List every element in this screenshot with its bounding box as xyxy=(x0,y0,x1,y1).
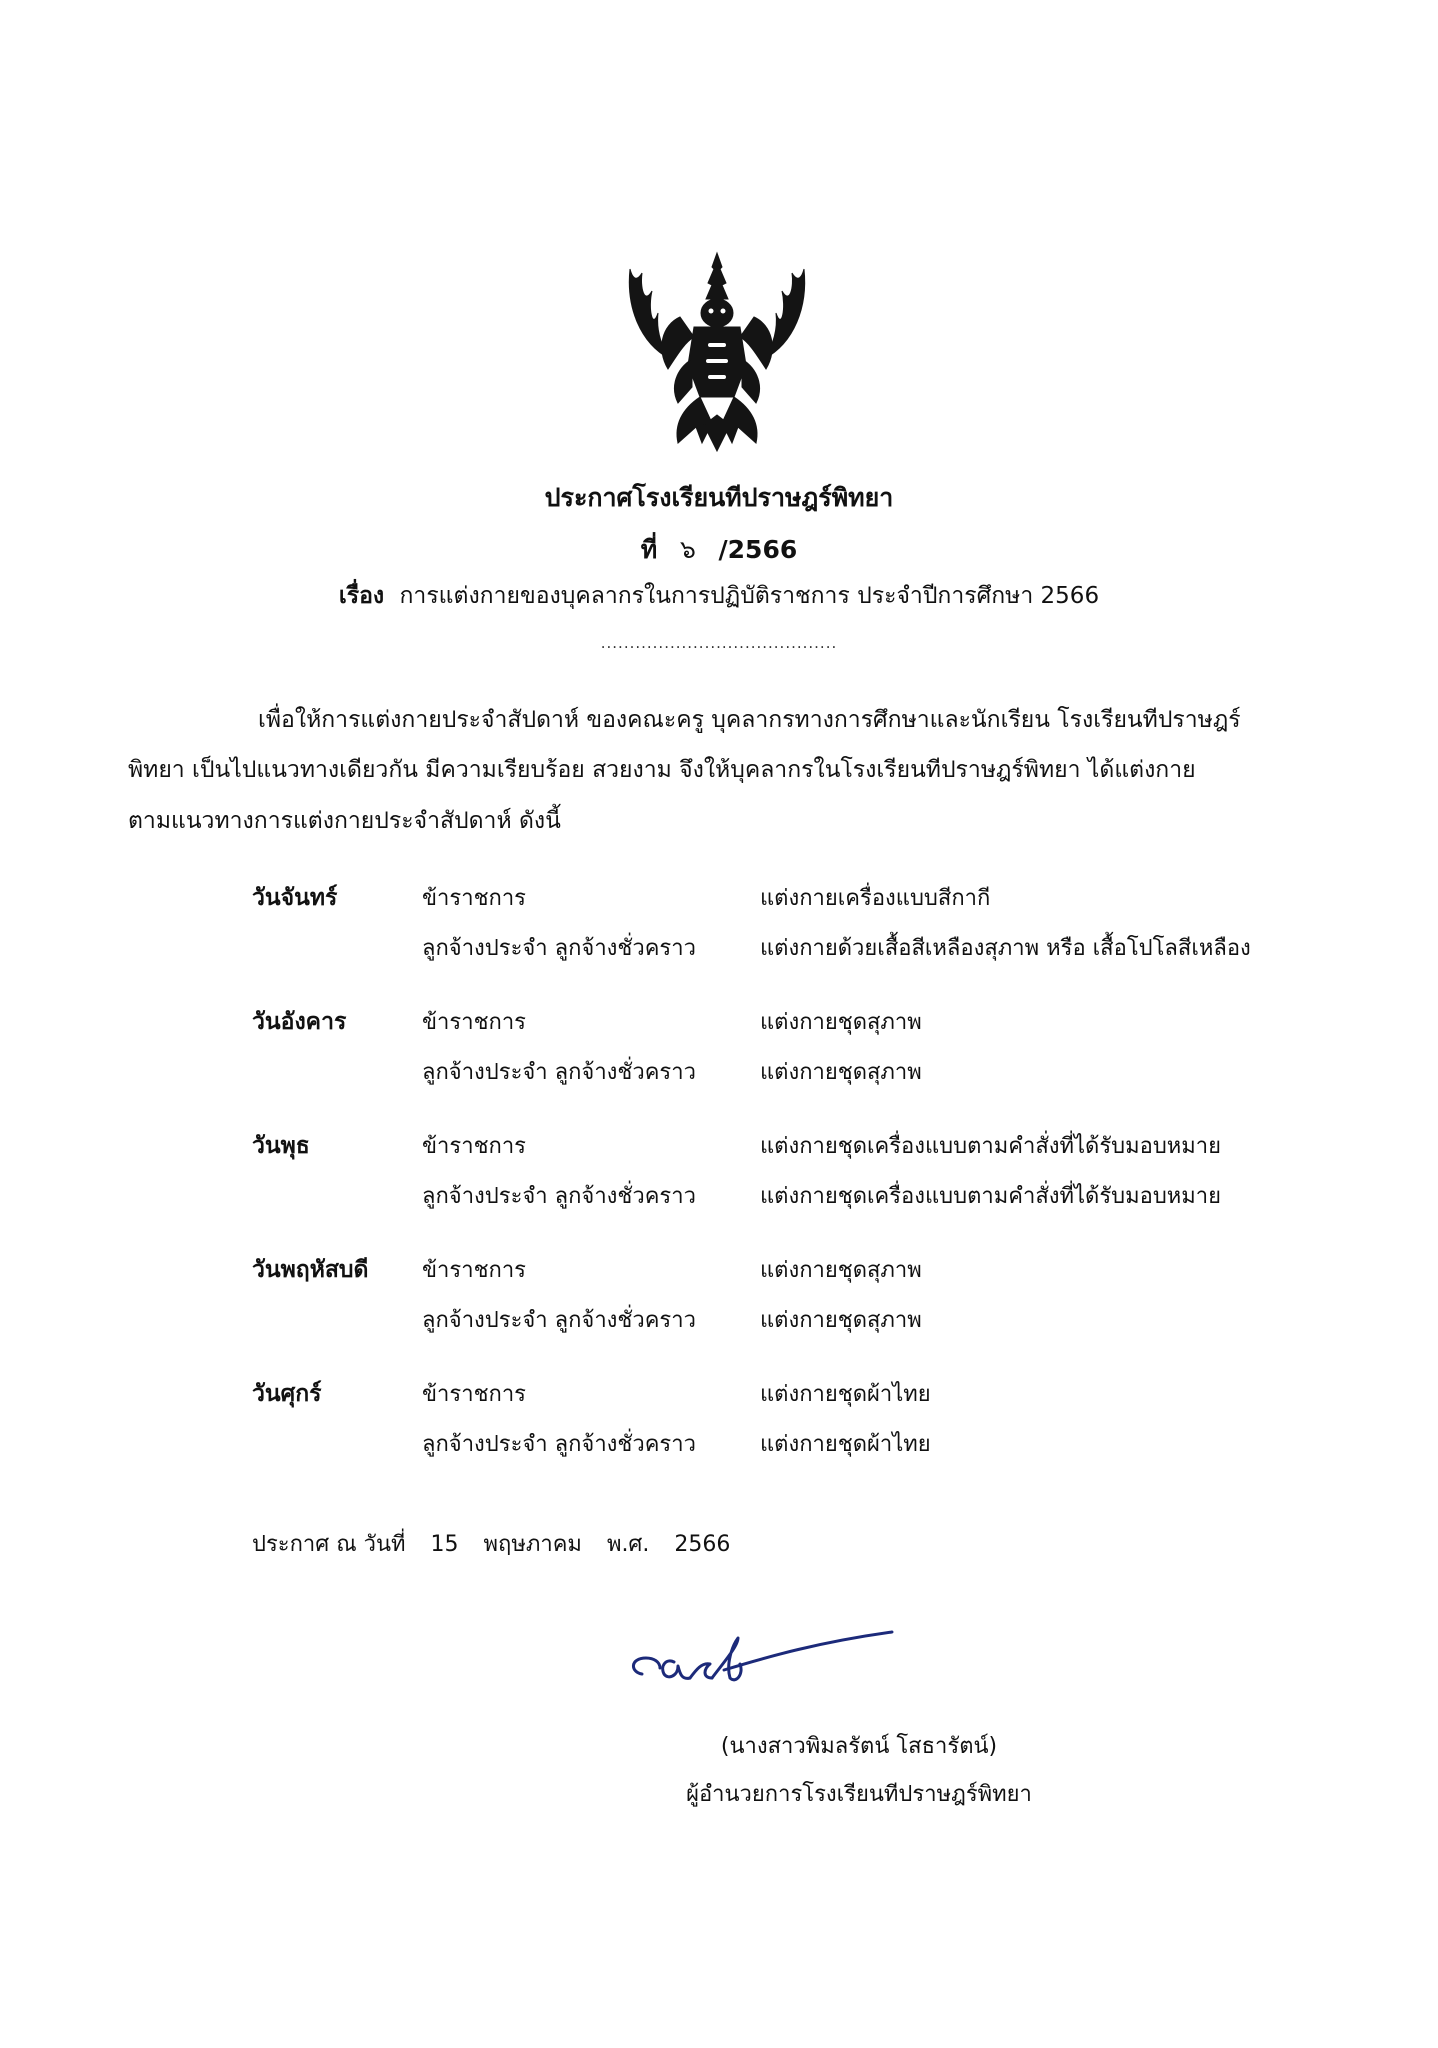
announcement-number xyxy=(0,530,1438,570)
day-name: วันศุกร์ xyxy=(252,1381,322,1407)
subject-text: การแต่งกายของบุคลากรในการปฏิบัติราชการ ประจำปีการศึกษา 2566 xyxy=(399,583,1100,609)
role-civil-servant: ข้าราชการ xyxy=(422,1258,526,1283)
schedule-day-thursday xyxy=(0,1252,1438,1352)
announcement-date xyxy=(252,1526,748,1561)
date-era: พ.ศ. xyxy=(606,1532,650,1557)
dress-code-employee: แต่งกายด้วยเสื้อสีเหลืองสุภาพ หรือ เสื้อโปโลสีเหลือง xyxy=(760,936,1251,961)
number-suffix: /2566 xyxy=(718,535,798,564)
dress-code-civil-servant: แต่งกายเครื่องแบบสีกากี xyxy=(760,886,991,911)
schedule-day-tuesday xyxy=(0,1004,1438,1104)
dress-code-employee: แต่งกายชุดสุภาพ xyxy=(760,1308,922,1333)
role-employee: ลูกจ้างประจำ ลูกจ้างชั่วคราว xyxy=(422,1308,696,1333)
day-name: วันพฤหัสบดี xyxy=(252,1257,369,1283)
role-civil-servant: ข้าราชการ xyxy=(422,1134,526,1159)
dress-code-employee: แต่งกายชุดเครื่องแบบตามคำสั่งที่ได้รับมอบหมาย xyxy=(760,1184,1222,1209)
number-digit: ๖ xyxy=(679,535,696,564)
schedule-day-wednesday xyxy=(0,1128,1438,1228)
date-year: 2566 xyxy=(674,1532,731,1557)
number-prefix: ที่ xyxy=(640,535,658,564)
body-paragraph-line-2: พิทยา เป็นไปแนวทางเดียวกัน มีความเรียบร้อย สวยงาม จึงให้บุคลากรในโรงเรียนทีปราษฎร์พิทยา ได้แต่งกาย xyxy=(128,757,1196,783)
announcement-title: ประกาศโรงเรียนทีปราษฎร์พิทยา xyxy=(544,483,894,512)
dress-code-employee: แต่งกายชุดผ้าไทย xyxy=(760,1432,931,1457)
garuda-emblem-icon xyxy=(622,247,812,452)
date-day: 15 xyxy=(430,1532,459,1557)
dress-code-civil-servant: แต่งกายชุดสุภาพ xyxy=(760,1258,922,1283)
date-month: พฤษภาคม xyxy=(483,1532,582,1557)
dotted-divider: ......................................... xyxy=(600,634,838,652)
dress-code-civil-servant: แต่งกายชุดสุภาพ xyxy=(760,1010,922,1035)
role-employee: ลูกจ้างประจำ ลูกจ้างชั่วคราว xyxy=(422,1060,696,1085)
day-name: วันจันทร์ xyxy=(252,885,338,911)
date-prefix: ประกาศ ณ วันที่ xyxy=(252,1532,406,1557)
role-civil-servant: ข้าราชการ xyxy=(422,886,526,911)
dress-code-civil-servant: แต่งกายชุดเครื่องแบบตามคำสั่งที่ได้รับมอบหมาย xyxy=(760,1134,1222,1159)
signatory-name: (นางสาวพิมลรัตน์ โสธารัตน์) xyxy=(720,1734,998,1759)
body-paragraph-line-3: ตามแนวทางการแต่งกายประจำสัปดาห์ ดังนี้ xyxy=(128,808,561,834)
role-employee: ลูกจ้างประจำ ลูกจ้างชั่วคราว xyxy=(422,936,696,961)
role-employee: ลูกจ้างประจำ ลูกจ้างชั่วคราว xyxy=(422,1184,696,1209)
schedule-day-friday xyxy=(0,1376,1438,1476)
role-civil-servant: ข้าราชการ xyxy=(422,1382,526,1407)
handwritten-signature xyxy=(620,1622,910,1702)
day-name: วันอังคาร xyxy=(252,1009,347,1035)
dress-code-employee: แต่งกายชุดสุภาพ xyxy=(760,1060,922,1085)
subject-label: เรื่อง xyxy=(338,583,385,609)
schedule-day-monday xyxy=(0,880,1438,980)
body-paragraph-line-1: เพื่อให้การแต่งกายประจำสัปดาห์ ของคณะครู บุคลากรทางการศึกษาและนักเรียน โรงเรียนทีปราษฎร์ xyxy=(258,707,1241,733)
day-name: วันพุธ xyxy=(252,1133,310,1159)
signatory-position: ผู้อำนวยการโรงเรียนทีปราษฎร์พิทยา xyxy=(686,1782,1032,1807)
announcement-subject xyxy=(0,578,1438,614)
role-employee: ลูกจ้างประจำ ลูกจ้างชั่วคราว xyxy=(422,1432,696,1457)
dress-code-civil-servant: แต่งกายชุดผ้าไทย xyxy=(760,1382,931,1407)
role-civil-servant: ข้าราชการ xyxy=(422,1010,526,1035)
